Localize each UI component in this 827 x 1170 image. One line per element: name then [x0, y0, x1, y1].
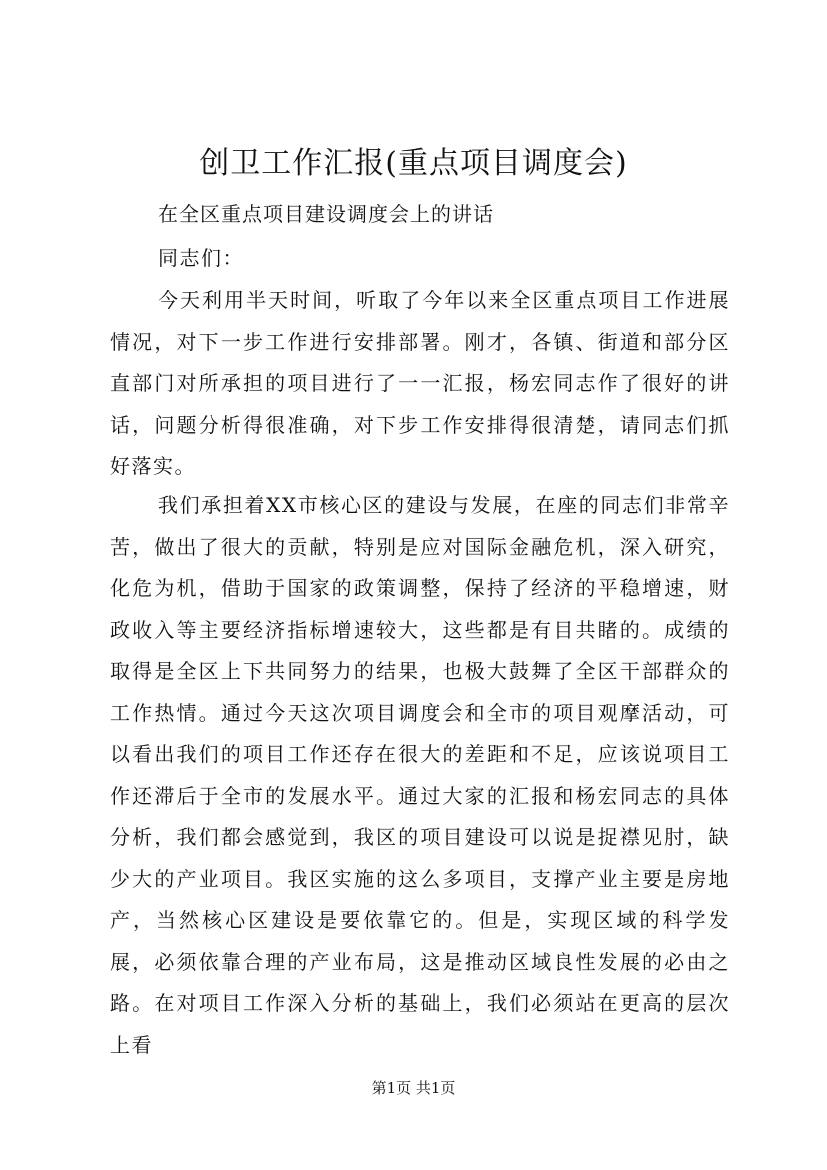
salutation: 同志们： [158, 246, 244, 270]
speech-subtitle: 在全区重点项目建设调度会上的讲话 [158, 202, 494, 226]
paragraph-1: 今天利用半天时间，听取了今年以来全区重点项目工作进展情况，对下一步工作进行安排部署。刚才，各镇、街道和部分区直部门对所承担的项目进行了一一汇报，杨宏同志作了很好的讲话，问题分析得很准确，对下步工作安排得很清楚，请同志们抓好落实。 [110, 288, 730, 478]
document-title: 创卫工作汇报(重点项目调度会) [199, 146, 628, 181]
page-footer: 第1页 共1页 [371, 1079, 456, 1097]
paragraph-2: 我们承担着XX市核心区的建设与发展，在座的同志们非常辛苦，做出了很大的贡献，特别是应对国际金融危机，深入研究，化危为机，借助于国家的政策调整，保持了经济的平稳增速，财政收入等主要经济指标增速较大，这些都是有目共睹的。成绩的取得是全区上下共同努力的结果，也极大鼓舞了全区干部群众的工作热情。通过今天这次项目调度会和全市的项目观摩活动，可以看出我们的项目工作还存在很大的差距和不足，应该说项目工作还滞后于全市的发展水平。通过大家的汇报和杨宏同志的具体分析，我们都会感觉到，我区的项目建设可以说是捉襟见肘，缺少大的产业项目。我区实施的这么多项目，支撑产业主要是房地产，当然核心区建设是要依靠它的。但是，实现区域的科学发展，必须依靠合理的产业布局，这是推动区域良性发展的必由之路。在对项目工作深入分析的基础上，我们必须站在更高的层次上看 [110, 493, 730, 1057]
